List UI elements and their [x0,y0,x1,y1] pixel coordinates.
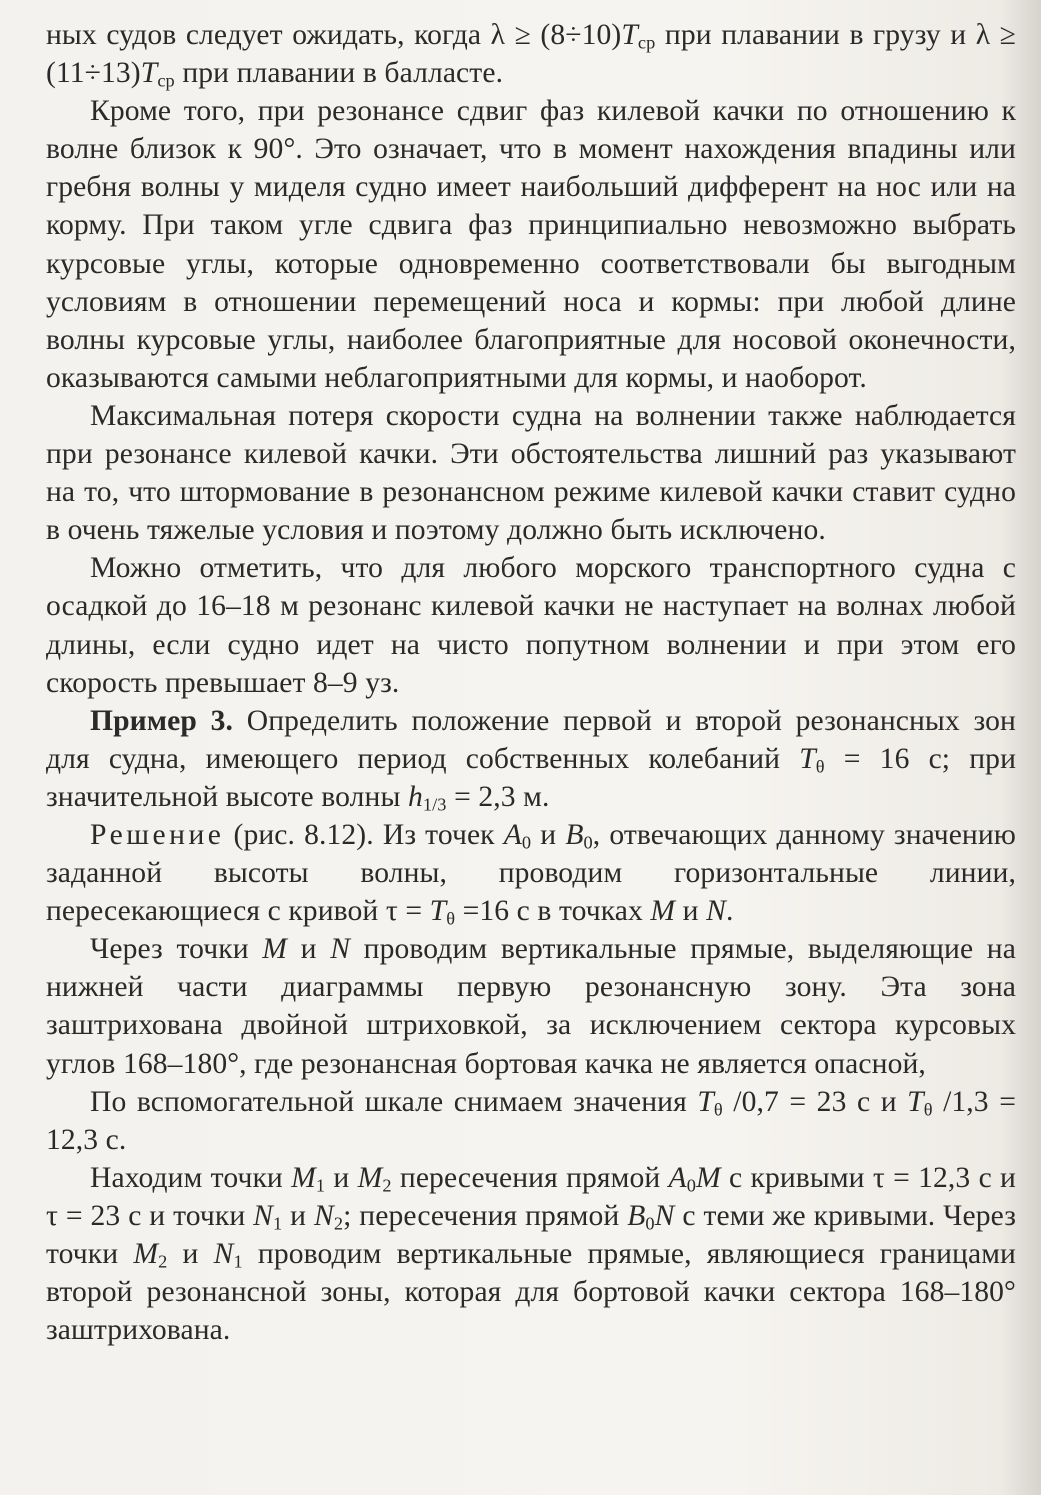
text-run: с теми же кривыми. Через точки [46,1199,1016,1270]
italic-variable: T [140,57,158,90]
italic-variable: A [668,1161,687,1194]
italic-variable: M [696,1161,721,1194]
text-run: при плавании в балласте. [174,57,504,90]
italic-variable: A [503,818,522,851]
subscript-text: θ [815,756,825,777]
italic-variable: M [133,1238,159,1270]
text-run: проводим вертикальные прямые, являющиеся границами второй резонансной зоны, которая для бортовой качки сектора 168–180° заштрихована. [46,1238,1016,1347]
italic-variable: T [697,1085,714,1118]
text-run: и [167,1238,214,1270]
italic-variable: T [799,742,816,775]
bold-heading-text: Пример 3. [90,704,234,737]
italic-variable: M [262,933,288,966]
text-run: , отвечающих данному значению заданной высоты волны, проводим горизонтальные линии, пересекающиеся с кривой τ = [46,818,1017,928]
text-run: Через точки [90,933,263,966]
subscript-text: ср [157,70,175,91]
italic-variable: N [313,1199,334,1232]
text-run: По вспомогательной шкале снимаем значения [90,1085,698,1118]
subscript-text: 2 [382,1175,392,1196]
text-run: и [282,1199,314,1232]
subscript-text: θ [713,1099,723,1120]
italic-variable: h [407,780,423,813]
text-run: = 2,3 м. [446,780,550,813]
subscript-text: 0 [645,1213,655,1234]
italic-variable: N [654,1199,675,1232]
italic-variable: N [253,1199,273,1232]
text-run: . [725,895,734,928]
paragraph-4 [46,702,1016,816]
subscript-text: 1 [273,1213,283,1234]
italic-variable: T [429,895,447,928]
subscript-text: ср [637,32,656,53]
text-run: Определить положение первой и второй резонансных зон для судна, имеющего период собственных колебаний [46,704,1016,775]
italic-variable: M [357,1161,383,1194]
italic-variable: T [621,19,638,51]
text-run: и [675,895,707,928]
paragraph-0 [46,16,1016,92]
paragraph-5 [46,816,1016,930]
subscript-text: θ [923,1099,933,1120]
italic-variable: M [650,895,676,928]
subscript-text: 0 [521,832,532,853]
text-run: с кривыми τ = 12,3 с и τ = 23 с и точки [46,1161,1016,1232]
italic-variable: T [907,1085,924,1118]
subscript-text: 1 [233,1251,243,1272]
subscript-text: 0 [686,1175,696,1196]
italic-variable: N [330,933,351,966]
paragraph-8 [46,1159,1016,1349]
text-run: = 16 с; при значительной высоте волны [46,742,1017,813]
text-run: /0,7 = 23 с и [722,1085,908,1118]
italic-variable: B [627,1199,646,1232]
text-run: ных судов следует ожидать, когда λ ≥ (8÷10) [46,19,622,51]
subscript-text: 1 [315,1175,326,1196]
text-run: =16 с в точках [455,895,651,928]
text-run: /1,3 = 12,3 с. [46,1085,1016,1156]
paragraph-2 [46,397,1016,549]
paragraph-3 [46,549,1016,701]
page-text-body [46,16,1016,1349]
text-run: и [325,1161,358,1194]
text-run: (рис. 8.12). Из точек [224,818,504,851]
text-run: и [287,933,331,966]
subscript-text: 2 [333,1213,344,1234]
paragraph-1 [46,92,1016,397]
text-run: Находим точки [90,1161,292,1194]
text-run: ; пересечения прямой [343,1199,628,1232]
text-run: Можно отметить, что для любого морского транспортного судна с осадкой до 16–18 м резонанс килевой качки не наступает на волнах любой длины, если судно идет на чисто попутном волнении и при этом его скорость превышает 8–9 уз. [46,552,1016,699]
subscript-text: 2 [158,1251,168,1272]
italic-variable: B [565,818,584,851]
text-run: при плавании в грузу и λ ≥ (11÷13) [46,19,1016,90]
italic-variable: N [706,895,726,928]
paragraph-7 [46,1083,1016,1159]
subscript-text: 0 [583,832,593,853]
text-run: Кроме того, при резонансе сдвиг фаз килевой качки по отношению к волне близок к 90°. Это означает, что в момент нахождения впадины или гребня волны у миделя судно имеет наибольший дифферент на нос или на корму. При таком угле сдвига фаз принципиально невозможно выбрать курсовые углы, которые одновременно соответствовали бы выгодным условиям в отношении перемещений носа и кормы: при любой длине волны курсовые углы, наиболее благоприятные для носовой оконечности, оказываются самыми неблагоприятными для кормы, и наоборот. [46,95,1016,394]
spaced-heading-text: Решение [90,818,225,851]
text-run: проводим вертикальные прямые, выделяющие на нижней части диаграммы первую резонансную зону. Эта зона заштрихована двойной штриховкой, за исключением сектора курсовых углов 168–180°, где резонансная бортовая качка не является опасной, [46,933,1016,1080]
text-run: пересечения прямой [391,1161,669,1194]
italic-variable: N [213,1238,234,1270]
italic-variable: M [291,1161,316,1194]
text-run: и [531,818,566,851]
text-run: Максимальная потеря скорости судна на волнении также наблюдается при резонансе килевой качки. Эти обстоятельства лишний раз указывают на то, что штормование в резонансном режиме килевой качки ставит судно в очень тяжелые условия и поэтому должно быть исключено. [46,399,1016,547]
subscript-text: θ [446,908,456,929]
paragraph-6 [46,930,1016,1082]
subscript-text: 1/3 [422,794,447,815]
